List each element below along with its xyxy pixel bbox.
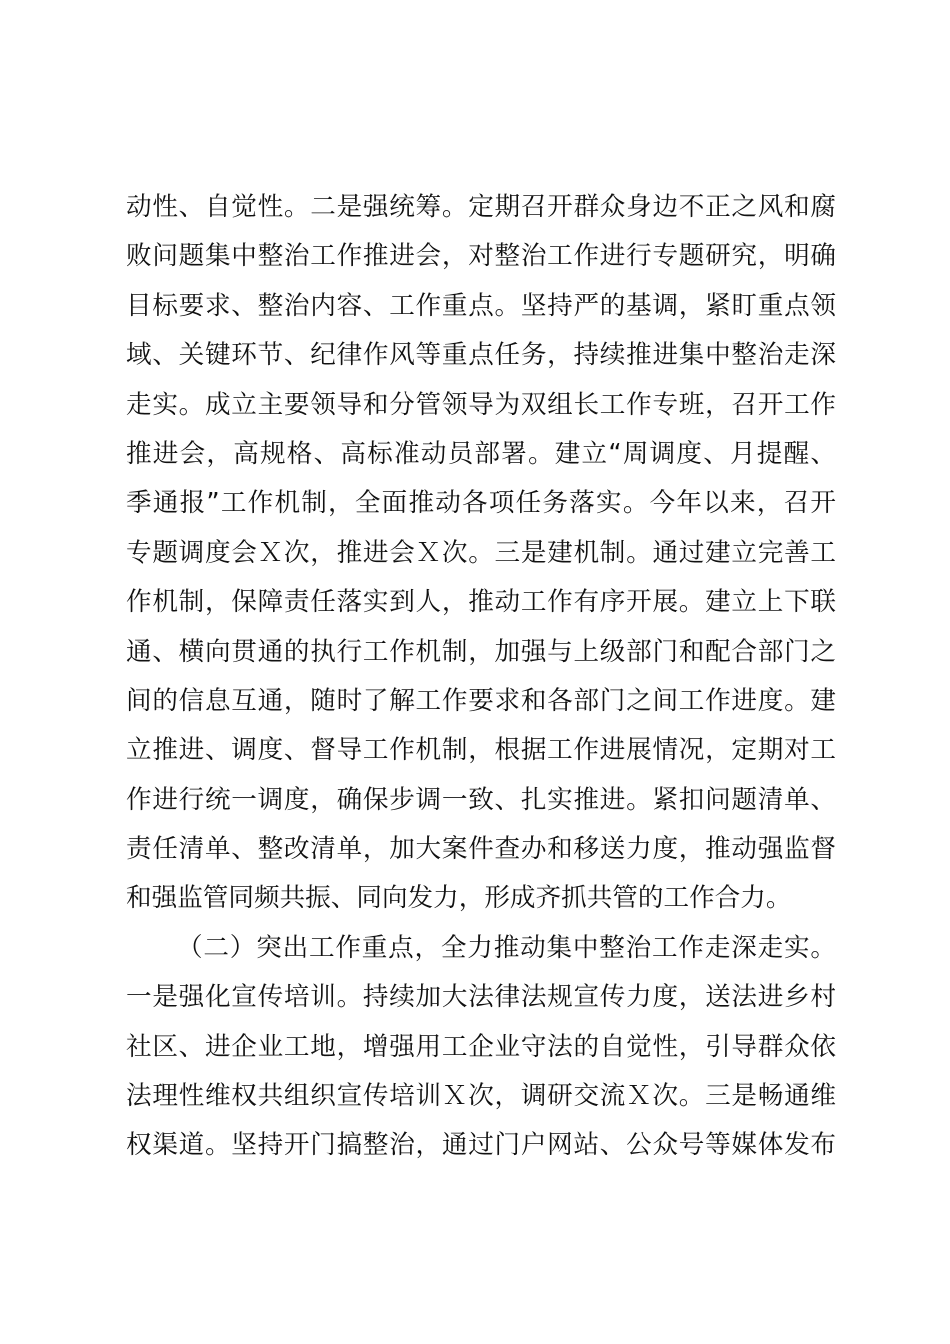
text-line: 走实。成立主要领导和分管领导为双组长工作专班，召开工作: [126, 389, 836, 420]
text-line: 和强监管同频共振、同向发力，形成齐抓共管的工作合力。: [126, 883, 792, 914]
text-line: 专题调度会Ｘ次，推进会Ｘ次。三是建机制。通过建立完善工: [126, 537, 836, 568]
text-line: 推进会，高规格、高标准动员部署。建立“周调度、月提醒、: [126, 438, 836, 469]
text-line: 权渠道。坚持开门搞整治，通过门户网站、公众号等媒体发布: [126, 1130, 836, 1161]
text-line: 社区、进企业工地，增强用工企业守法的自觉性，引导群众依: [126, 1031, 836, 1062]
section-heading: （二）突出工作重点，全力推动集中整治工作走深走实。: [177, 932, 836, 963]
text-line: 责任清单、整改清单，加大案件查办和移送力度，推动强监督: [126, 834, 836, 865]
text-line: 作机制，保障责任落实到人，推动工作有序开展。建立上下联: [126, 587, 836, 618]
body-text: [126, 183, 836, 1171]
text-line: 动性、自觉性。二是强统筹。定期召开群众身边不正之风和腐: [126, 192, 836, 222]
text-line: 季通报”工作机制，全面推动各项任务落实。今年以来，召开: [126, 488, 836, 519]
text-line: 一是强化宣传培训。持续加大法律法规宣传力度，送法进乡村: [126, 982, 836, 1013]
text-line: 法理性维权共组织宣传培训Ｘ次，调研交流Ｘ次。三是畅通维: [126, 1081, 836, 1112]
text-line: 目标要求、整治内容、工作重点。坚持严的基调，紧盯重点领: [126, 290, 836, 321]
text-line: 立推进、调度、督导工作机制，根据工作进展情况，定期对工: [126, 735, 836, 766]
text-line: 通、横向贯通的执行工作机制，加强与上级部门和配合部门之: [126, 636, 836, 667]
text-line: 作进行统一调度，确保步调一致、扎实推进。紧扣问题清单、: [126, 784, 836, 815]
text-line: 域、关键环节、纪律作风等重点任务，持续推进集中整治走深: [126, 340, 836, 371]
text-line: 间的信息互通，随时了解工作要求和各部门之间工作进度。建: [126, 685, 836, 716]
text-line: 败问题集中整治工作推进会，对整治工作进行专题研究，明确: [126, 241, 836, 272]
